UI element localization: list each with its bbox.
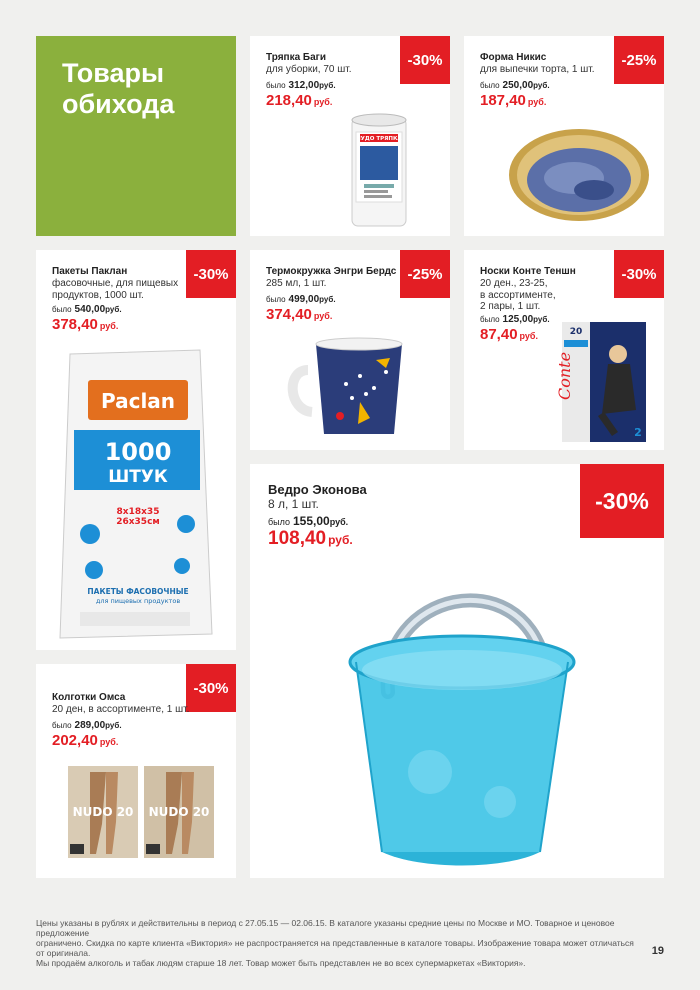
product-name: Ведро Эконова	[268, 482, 367, 497]
pack-size2: 26x35см	[116, 517, 160, 527]
product-card-tryapka[interactable]	[250, 36, 450, 236]
tart-pan-image	[504, 120, 654, 230]
new-price: 187,40 руб.	[480, 92, 547, 109]
product-name: Форма Никис	[480, 52, 547, 63]
old-price: было 540,00руб.	[52, 304, 122, 315]
product-name: Пакеты Паклан	[52, 266, 128, 277]
pack-den: 20	[569, 327, 583, 337]
product-desc: 8 л, 1 шт.	[268, 497, 319, 511]
new-price: 108,40 руб.	[268, 528, 353, 549]
discount-badge: -30%	[400, 36, 450, 84]
pack-size1: 8x18x35	[116, 507, 160, 517]
old-price: было 312,00руб.	[266, 80, 336, 91]
old-price: было 499,00руб.	[266, 294, 336, 305]
discount-badge: -25%	[614, 36, 664, 84]
pack-label-left: NUDO 20	[72, 805, 134, 819]
footer-disclaimer: Цены указаны в рублях и действительны в период с 27.05.15 — 02.06.15. В каталоге указаны средние цены по Москве и МО. Товарное и ценовое предложение ограничено. Скидка по карте клиента «Виктория» не распространяется на представленные в каталоге товары. Изображение товара может отличаться от оригинала. Мы продаём алкоголь и табак людям старше 18 лет. Товар может быть представлен не во всех супермаркетах «Виктория».	[36, 918, 634, 968]
tights-pack-image	[66, 764, 216, 860]
product-card-forma[interactable]	[464, 36, 664, 236]
pack-unit: ШТУК	[108, 467, 168, 487]
pack-caption1: ПАКЕТЫ ФАСОВОЧНЫЕ	[87, 587, 189, 596]
discount-badge: -30%	[614, 250, 664, 298]
bucket-image	[330, 552, 590, 872]
product-name: Носки Конте Теншн	[480, 266, 576, 277]
new-price: 87,40 руб.	[480, 326, 538, 343]
pack-brand: Paclan	[100, 389, 176, 413]
page-number: 19	[651, 945, 664, 957]
product-card-noski[interactable]	[464, 250, 664, 450]
product-name: Термокружка Энгри Бердс	[266, 266, 397, 277]
old-price: было 289,00руб.	[52, 720, 122, 731]
product-desc: для уборки, 70 шт.	[266, 64, 352, 75]
discount-badge: -30%	[186, 250, 236, 298]
discount-badge: -30%	[580, 464, 664, 538]
bag-pack-image	[50, 344, 220, 644]
product-desc: для выпечки торта, 1 шт.	[480, 64, 595, 75]
pack-text: ЧУДО ТРЯПКА	[356, 136, 402, 142]
new-price: 218,40 руб.	[266, 92, 333, 109]
product-card-pakety[interactable]	[36, 250, 236, 650]
product-desc: фасовочные, для пищевых продуктов, 1000 шт.	[52, 278, 179, 301]
product-desc: 20 ден, в ассортименте, 1 шт.	[52, 704, 190, 715]
old-price: было 155,00руб.	[268, 514, 349, 528]
product-card-kolgotki[interactable]	[36, 664, 236, 878]
product-card-vedro[interactable]	[250, 464, 664, 878]
pack-count: 2	[634, 426, 642, 439]
product-desc: 285 мл, 1 шт.	[266, 278, 327, 289]
discount-badge: -25%	[400, 250, 450, 298]
product-name: Тряпка Баги	[266, 52, 326, 63]
socks-pack-image	[555, 320, 648, 444]
new-price: 374,40 руб.	[266, 306, 333, 323]
old-price: было 125,00руб.	[480, 314, 550, 325]
discount-badge: -30%	[186, 664, 236, 712]
new-price: 202,40 руб.	[52, 732, 119, 749]
pack-caption2: для пищевых продуктов	[95, 597, 181, 605]
pack-count: 1000	[104, 438, 172, 466]
product-name: Колготки Омса	[52, 692, 126, 703]
cloth-roll-image	[344, 110, 414, 230]
section-title: Товары обихода	[62, 58, 175, 119]
mug-image	[290, 332, 420, 442]
pack-brand: Conte	[555, 351, 574, 400]
product-desc: 20 ден., 23-25, в ассортименте, 2 пары, 1 шт.	[480, 278, 556, 312]
new-price: 378,40 руб.	[52, 316, 119, 333]
pack-label-right: NUDO 20	[148, 805, 210, 819]
product-card-kruzhka[interactable]	[250, 250, 450, 450]
old-price: было 250,00руб.	[480, 80, 550, 91]
section-banner	[36, 36, 236, 236]
